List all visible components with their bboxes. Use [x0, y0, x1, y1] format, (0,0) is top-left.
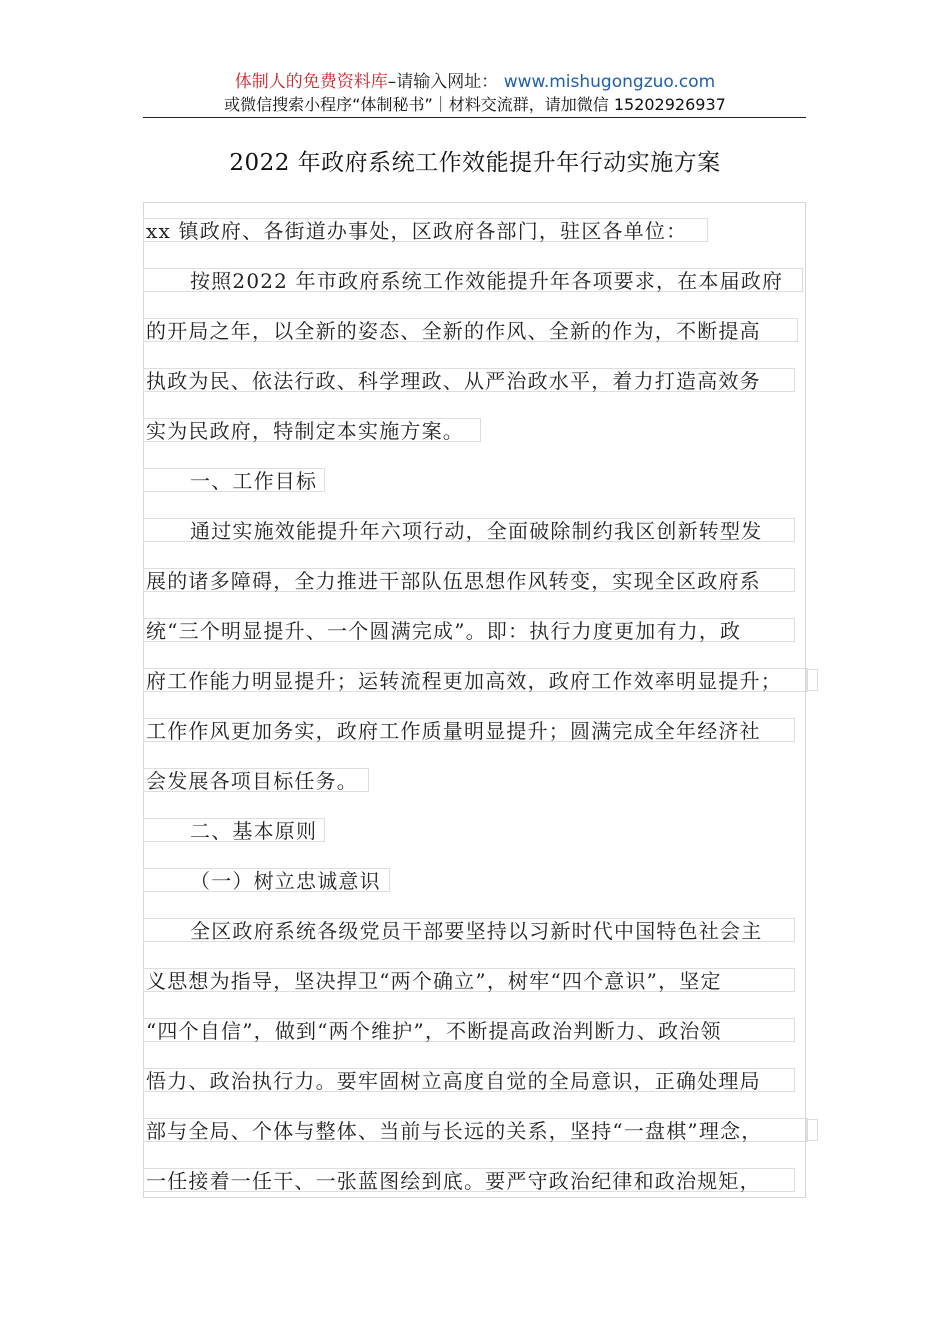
paragraph-line: 府工作能力明显提升；运转流程更加高效，政府工作效率明显提升；	[143, 668, 808, 692]
header-url-prompt: –请输入网址：	[387, 72, 499, 92]
paragraph-line: 执政为民、依法行政、科学理政、从严治政水平，着力打造高效务	[143, 368, 795, 392]
paragraph-line: 会发展各项目标任务。	[143, 768, 369, 792]
paragraph-line: 义思想为指导，坚决捍卫“两个确立”，树牢“四个意识”，坚定	[143, 968, 795, 992]
salutation-line: xx 镇政府、各街道办事处，区政府各部门，驻区各单位：	[143, 218, 708, 242]
line-overflow-mark	[806, 669, 818, 691]
paragraph-line: 通过实施效能提升年六项行动，全面破除制约我区创新转型发	[143, 518, 795, 542]
paragraph-line: 统“三个明显提升、一个圆满完成”。即：执行力度更加有力，政	[143, 618, 795, 642]
paragraph-line: 悟力、政治执行力。要牢固树立高度自觉的全局意识，正确处理局	[143, 1068, 795, 1092]
paragraph-line: 部与全局、个体与整体、当前与长远的关系，坚持“一盘棋”理念，	[143, 1118, 808, 1142]
section-heading: 二、基本原则	[143, 818, 325, 842]
paragraph-line: 全区政府系统各级党员干部要坚持以习新时代中国特色社会主	[143, 918, 795, 942]
subsection-heading: （一）树立忠诚意识	[143, 868, 390, 892]
paragraph-line: “四个自信”，做到“两个维护”，不断提高政治判断力、政治领	[143, 1018, 795, 1042]
line-overflow-mark	[806, 1119, 818, 1141]
header-divider	[143, 117, 806, 118]
paragraph-line: 工作作风更加务实，政府工作质量明显提升；圆满完成全年经济社	[143, 718, 795, 742]
paragraph-line: 的开局之年，以全新的姿态、全新的作风、全新的作为，不断提高	[143, 318, 798, 342]
header-url-link[interactable]: www.mishugongzuo.com	[503, 72, 716, 92]
text-frame	[143, 202, 806, 1198]
paragraph-line: 实为民政府，特制定本实施方案。	[143, 418, 481, 442]
paragraph-line: 按照2022 年市政府系统工作效能提升年各项要求，在本届政府	[143, 268, 803, 292]
header-brand: 体制人的免费资料库	[234, 72, 388, 92]
paragraph-line: 展的诸多障碍，全力推进干部队伍思想作风转变，实现全区政府系	[143, 568, 795, 592]
section-heading: 一、工作目标	[143, 468, 325, 492]
watermark-header-line1	[0, 70, 950, 94]
document-title: 2022 年政府系统工作效能提升年行动实施方案	[229, 150, 721, 176]
watermark-header-line2: 或微信搜索小程序“体制秘书”｜材料交流群，请加微信 15202926937	[224, 95, 726, 114]
paragraph-line: 一任接着一任干、一张蓝图绘到底。要严守政治纪律和政治规矩，	[143, 1168, 795, 1192]
